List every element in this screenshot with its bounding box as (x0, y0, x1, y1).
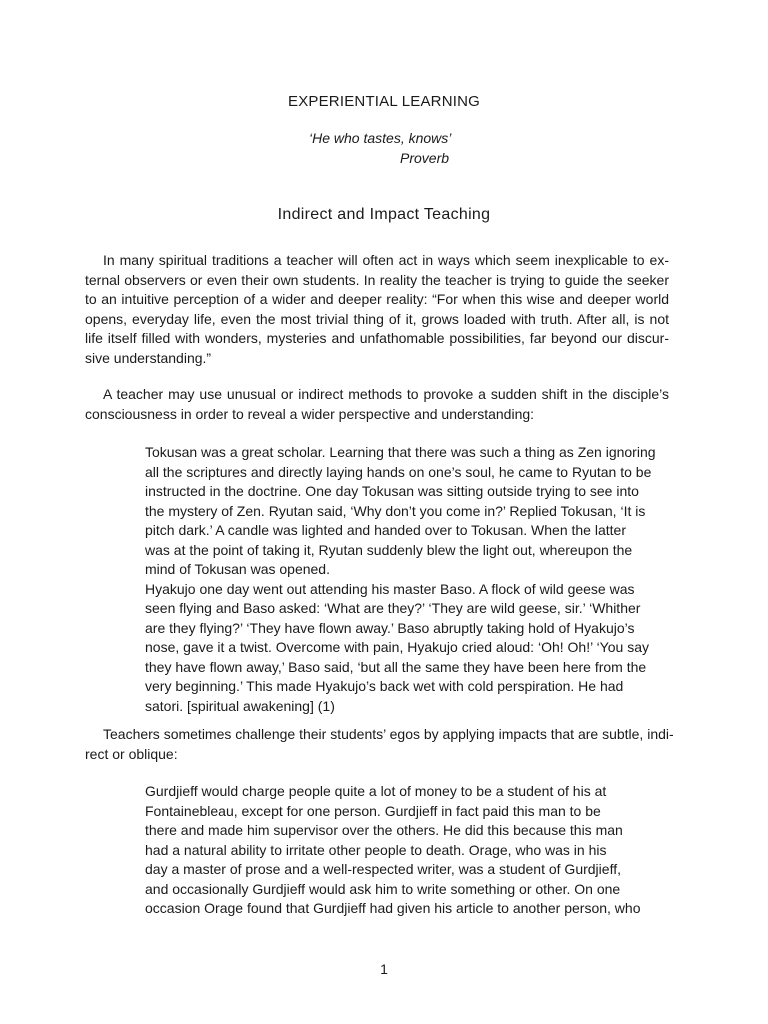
quote-line: pitch dark.’ A candle was lighted and handed over to Tokusan. When the latter (145, 522, 626, 538)
paragraph-line: to an intuitive perception of a wider and deeper reality: “For when this wise and deeper world (85, 291, 669, 308)
epigraph-quote: ‘He who tastes, knows’ (309, 130, 452, 146)
quote-line: they have flown away,’ Baso said, ‘but all the same they have been here from the (145, 658, 647, 675)
page-number: 1 (380, 961, 388, 977)
paragraph-line: ternal observers or even their own students. In reality the teacher is trying to guide the seeker (85, 271, 669, 288)
paragraph-line: life itself filled with wonders, mysteries and unfathomable possibilities, far beyond our discur- (85, 330, 669, 347)
quote-line: seen flying and Baso asked: ‘What are they?’ ‘They are wild geese, sir.’ ‘Whither (145, 600, 641, 616)
quote-line: nose, gave it a twist. Overcome with pain, Hyakujo cried aloud: ‘Oh! Oh!’ ‘You say (145, 639, 649, 655)
quote-line: there and made him supervisor over the others. He did this because this man (145, 822, 623, 838)
quote-line: mind of Tokusan was opened. (145, 561, 330, 577)
paragraph-line: sive understanding.” (85, 349, 212, 366)
quote-line: Fontainebleau, except for one person. Gurdjieff in fact paid this man to be (145, 802, 601, 819)
quote-line: very beginning.’ This made Hyakujo’s back wet with cold perspiration. He had (145, 678, 624, 694)
section-heading: Indirect and Impact Teaching (277, 206, 491, 223)
document-title: EXPERIENTIAL LEARNING (287, 93, 481, 110)
paragraph-line: consciousness in order to reveal a wider perspective and understanding: (85, 405, 535, 422)
quote-line: was at the point of taking it, Ryutan suddenly blew the light out, whereupon the (145, 541, 633, 558)
quote-line: Hyakujo one day went out attending his master Baso. A flock of wild geese was (145, 580, 635, 597)
quote-line: are they flying?’ ‘They have flown away.’ Baso abruptly taking hold of Hyakujo’s (145, 619, 635, 636)
paragraph-3 (85, 725, 674, 764)
quote-line: occasion Orage found that Gurdjieff had given his article to another person, who (145, 900, 641, 916)
quote-line: instructed in the doctrine. One day Tokusan was sitting outside trying to see into (145, 483, 639, 499)
quote-line: all the scriptures and directly laying hands on one’s soul, he came to Ryutan to be (145, 463, 652, 480)
paragraph-line: In many spiritual traditions a teacher will often act in ways which seem inexplicable to ex- (103, 252, 669, 268)
quote-line: satori. [spiritual awakening] (1) (145, 697, 335, 714)
quote-line: Tokusan was a great scholar. Learning that there was such a thing as Zen ignoring (145, 444, 656, 460)
paragraph-line: A teacher may use unusual or indirect methods to provoke a sudden shift in the disciple’s (103, 386, 669, 402)
paragraph-line: opens, everyday life, even the most trivial thing of it, grows loaded with truth. After all, is not (85, 310, 669, 327)
quote-block-zen-stories (145, 443, 656, 716)
quote-line: the mystery of Zen. Ryutan said, ‘Why don’t you come in?’ Replied Tokusan, ‘It is (145, 502, 646, 519)
paragraph-1 (85, 251, 669, 369)
quote-line: and occasionally Gurdjieff would ask him to write something or other. On one (145, 880, 621, 897)
epigraph-source: Proverb (400, 150, 450, 166)
paragraph-line: Teachers sometimes challenge their students’ egos by applying impacts that are subtle, indi- (103, 726, 674, 742)
quote-block-gurdjieff (145, 782, 641, 919)
quote-line: day a master of prose and a well-respected writer, was a student of Gurdjieff, (145, 861, 621, 877)
paragraph-line: rect or oblique: (85, 745, 178, 762)
quote-line: Gurdjieff would charge people quite a lot of money to be a student of his at (145, 783, 607, 799)
quote-line: had a natural ability to irritate other people to death. Orage, who was in his (145, 841, 607, 858)
paragraph-2 (85, 385, 669, 424)
